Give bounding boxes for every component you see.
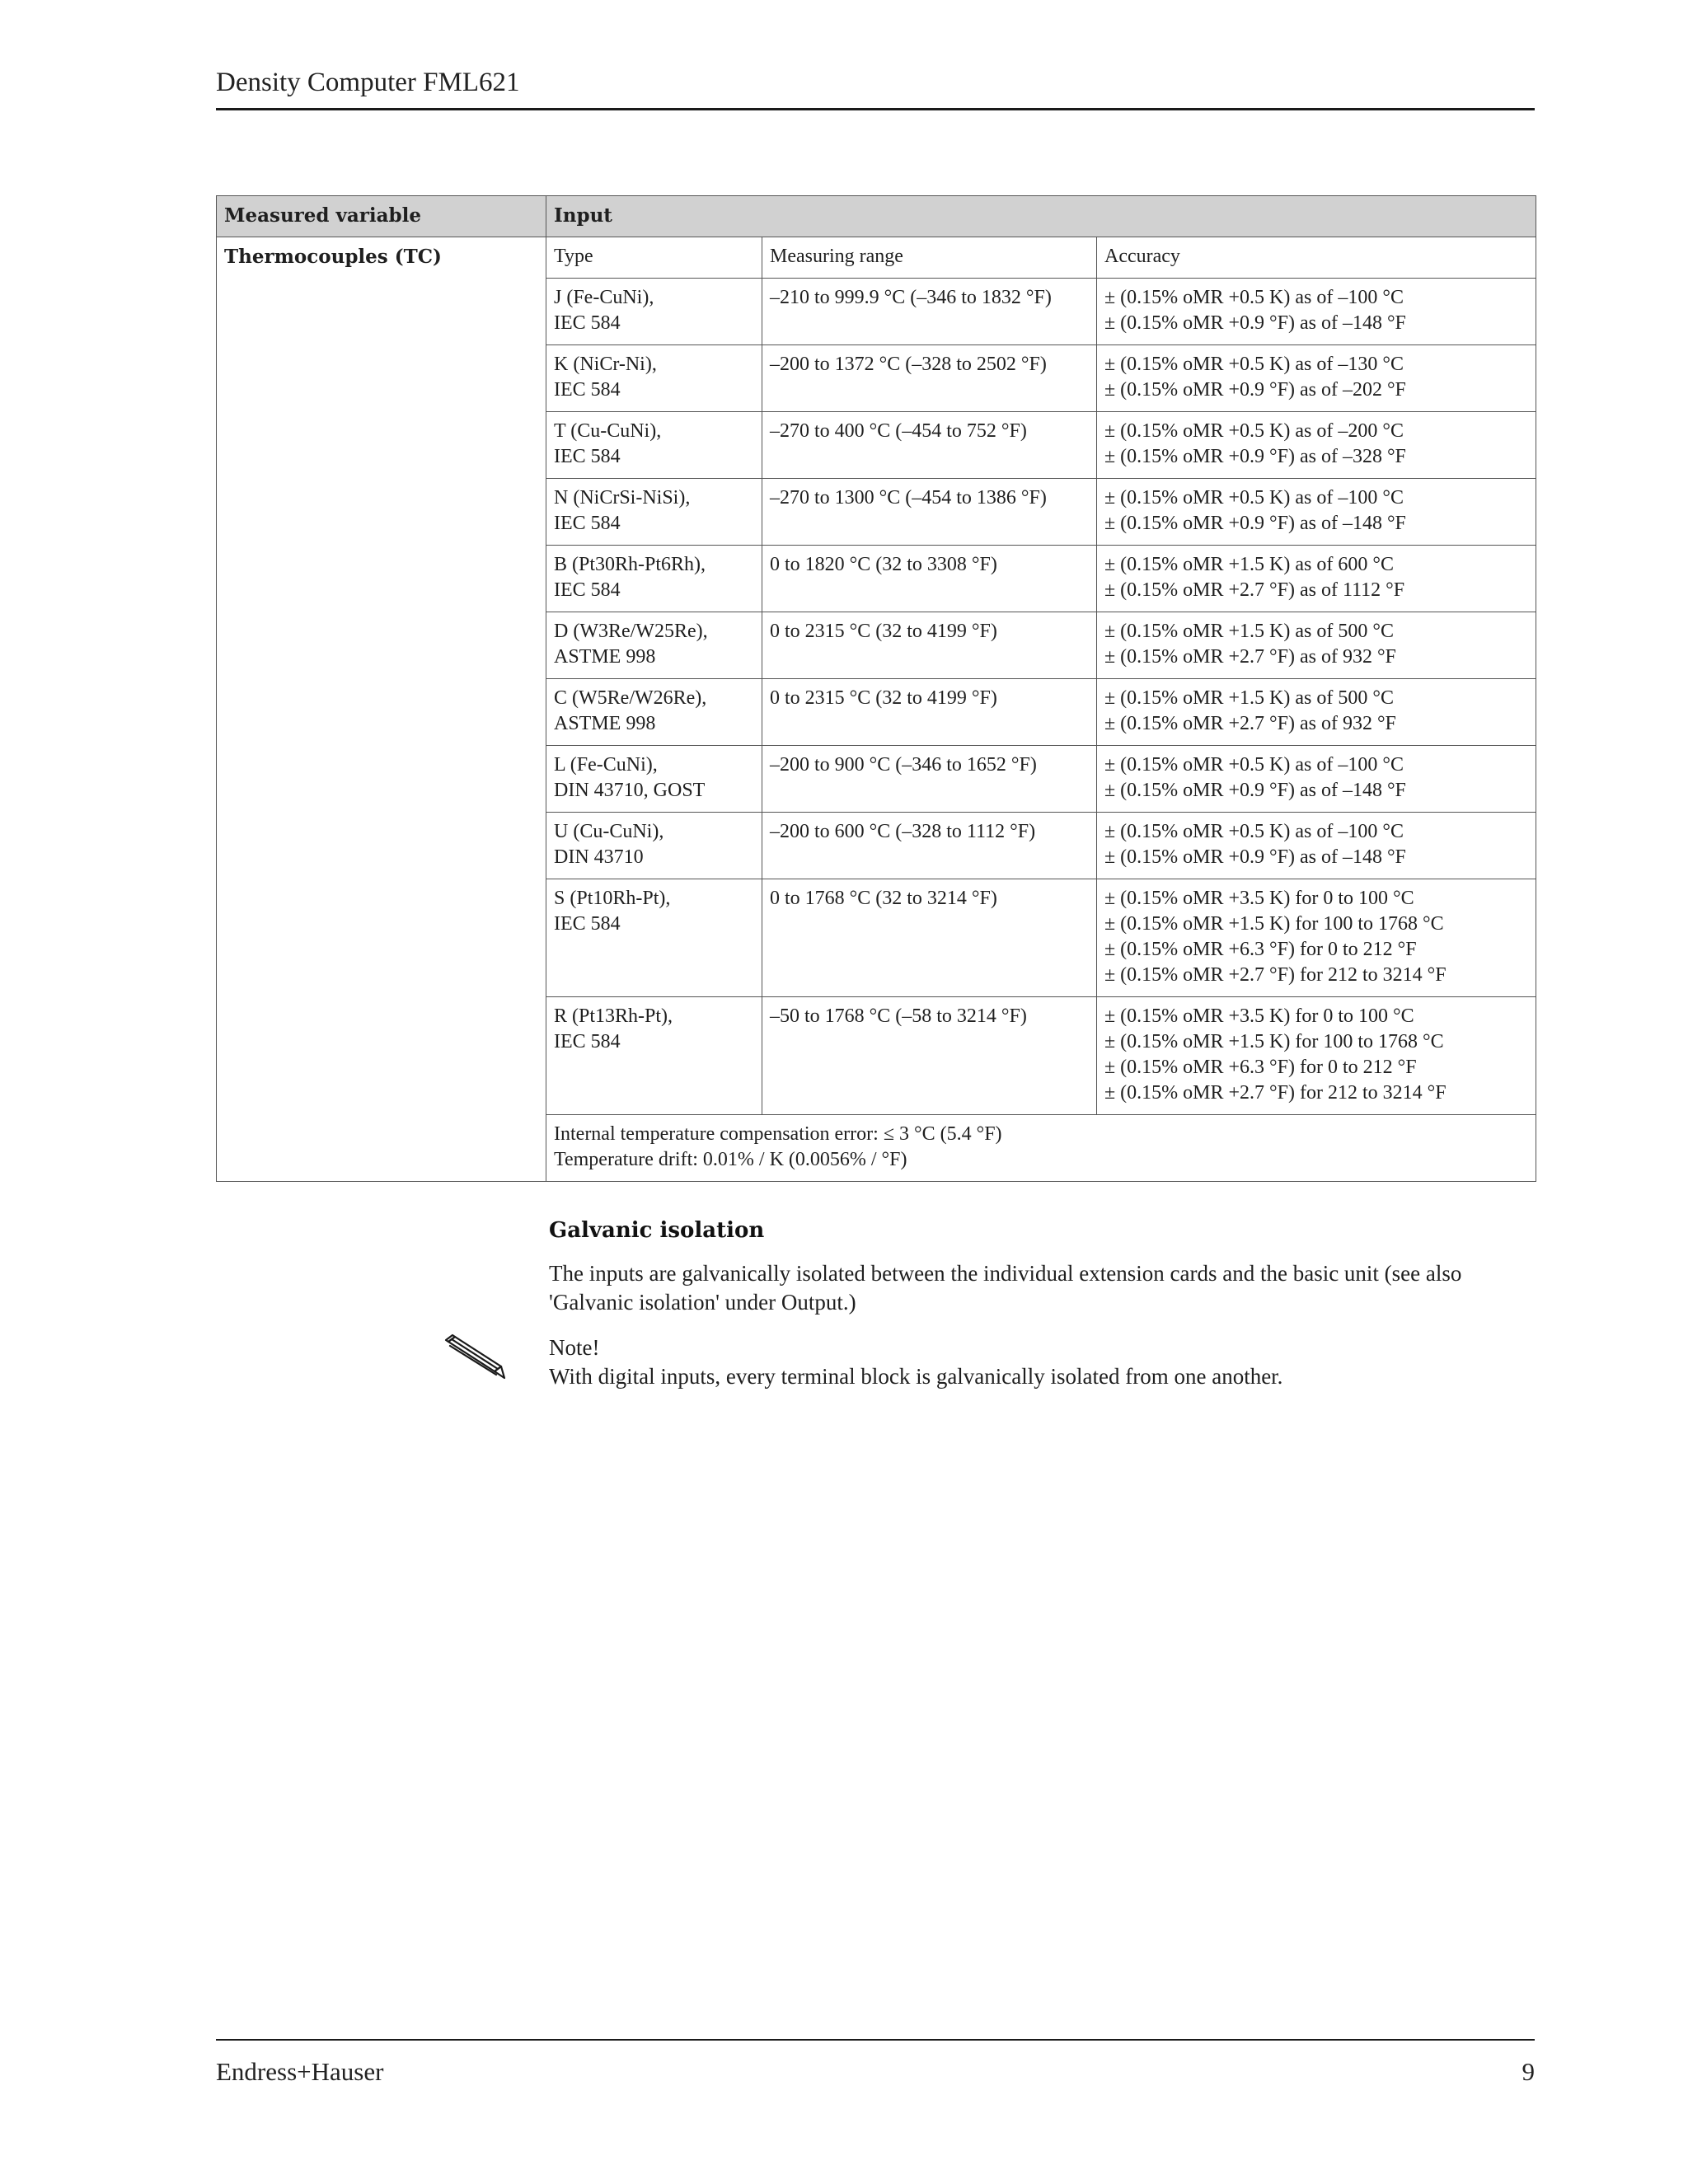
cell-type (546, 479, 762, 546)
cell-type (546, 746, 762, 813)
accuracy-line: ± (0.15% oMR +0.9 °F) as of –202 °F (1104, 379, 1406, 401)
pencil-icon (443, 1333, 506, 1383)
page-header (216, 64, 1535, 110)
cell-type (546, 997, 762, 1115)
galvanic-isolation-section (549, 1218, 1538, 1317)
accuracy-line: ± (0.15% oMR +0.5 K) as of –100 °C (1104, 287, 1404, 308)
accuracy-line: ± (0.15% oMR +0.9 °F) as of –148 °F (1104, 312, 1406, 334)
type-line: ASTME 998 (554, 646, 656, 668)
accuracy-line: ± (0.15% oMR +0.5 K) as of –130 °C (1104, 354, 1404, 375)
accuracy-line: ± (0.15% oMR +6.3 °F) for 0 to 212 °F (1104, 939, 1417, 960)
document-title: Density Computer FML621 (216, 68, 520, 97)
accuracy-line: ± (0.15% oMR +1.5 K) for 100 to 1768 °C (1104, 913, 1444, 935)
table-header-row (217, 196, 1536, 237)
type-line: IEC 584 (554, 579, 621, 601)
type-line: K (NiCr-Ni), (554, 354, 657, 375)
type-line: IEC 584 (554, 446, 621, 467)
accuracy-line: ± (0.15% oMR +0.5 K) as of –100 °C (1104, 821, 1404, 842)
column-header-input: Input (546, 196, 1536, 237)
accuracy-line: ± (0.15% oMR +2.7 °F) as of 1112 °F (1104, 579, 1405, 601)
type-line: C (W5Re/W26Re), (554, 687, 707, 709)
footer-note-line: Internal temperature compensation error: ≤ 3 °C (5.4 °F) (554, 1123, 1002, 1145)
cell-range: 0 to 2315 °C (32 to 4199 °F) (762, 679, 1097, 746)
cell-accuracy (1097, 612, 1536, 679)
cell-range: –200 to 600 °C (–328 to 1112 °F) (762, 813, 1097, 879)
accuracy-line: ± (0.15% oMR +0.5 K) as of –100 °C (1104, 754, 1404, 776)
thermocouple-spec-table (216, 195, 1536, 1182)
cell-range: –50 to 1768 °C (–58 to 3214 °F) (762, 997, 1097, 1115)
accuracy-line: ± (0.15% oMR +2.7 °F) as of 932 °F (1104, 646, 1396, 668)
accuracy-line: ± (0.15% oMR +2.7 °F) as of 932 °F (1104, 713, 1396, 734)
accuracy-line: ± (0.15% oMR +0.9 °F) as of –148 °F (1104, 513, 1406, 534)
type-line: J (Fe-CuNi), (554, 287, 654, 308)
section-body: The inputs are galvanically isolated between the individual extension cards and the basic unit (see also 'Galvanic isolation' under Output.) (549, 1261, 1462, 1315)
cell-accuracy (1097, 813, 1536, 879)
cell-accuracy (1097, 679, 1536, 746)
cell-type (546, 612, 762, 679)
type-line: ASTME 998 (554, 713, 656, 734)
accuracy-line: ± (0.15% oMR +2.7 °F) for 212 to 3214 °F (1104, 1082, 1447, 1104)
accuracy-line: ± (0.15% oMR +1.5 K) as of 500 °C (1104, 621, 1394, 642)
note-title: Note! (549, 1335, 600, 1360)
cell-range: 0 to 1768 °C (32 to 3214 °F) (762, 879, 1097, 997)
cell-type (546, 546, 762, 612)
accuracy-line: ± (0.15% oMR +0.5 K) as of –100 °C (1104, 487, 1404, 509)
type-line: B (Pt30Rh-Pt6Rh), (554, 554, 706, 575)
section-heading: Galvanic isolation (549, 1218, 765, 1243)
page-number: 9 (1522, 2057, 1535, 2086)
cell-range: –200 to 900 °C (–346 to 1652 °F) (762, 746, 1097, 813)
accuracy-line: ± (0.15% oMR +0.9 °F) as of –148 °F (1104, 846, 1406, 868)
accuracy-line: ± (0.15% oMR +3.5 K) for 0 to 100 °C (1104, 1005, 1414, 1027)
cell-range: –270 to 1300 °C (–454 to 1386 °F) (762, 479, 1097, 546)
type-line: R (Pt13Rh-Pt), (554, 1005, 673, 1027)
type-line: D (W3Re/W25Re), (554, 621, 708, 642)
type-line: T (Cu-CuNi), (554, 420, 662, 442)
type-line: IEC 584 (554, 379, 621, 401)
type-line: DIN 43710 (554, 846, 644, 868)
subheader-type: Type (546, 237, 762, 279)
accuracy-line: ± (0.15% oMR +0.9 °F) as of –148 °F (1104, 780, 1406, 801)
accuracy-line: ± (0.15% oMR +0.9 °F) as of –328 °F (1104, 446, 1406, 467)
note-text: With digital inputs, every terminal block is galvanically isolated from one another. (549, 1364, 1283, 1389)
cell-range: –210 to 999.9 °C (–346 to 1832 °F) (762, 279, 1097, 345)
cell-accuracy (1097, 279, 1536, 345)
cell-accuracy (1097, 479, 1536, 546)
cell-type (546, 813, 762, 879)
type-line: S (Pt10Rh-Pt), (554, 888, 671, 909)
subheader-accuracy: Accuracy (1097, 237, 1536, 279)
subheader-row (217, 237, 1536, 279)
cell-compensation-notes (546, 1115, 1536, 1182)
type-line: IEC 584 (554, 1031, 621, 1052)
cell-type (546, 345, 762, 412)
type-line: U (Cu-CuNi), (554, 821, 664, 842)
accuracy-line: ± (0.15% oMR +2.7 °F) for 212 to 3214 °F (1104, 964, 1447, 986)
subheader-range: Measuring range (762, 237, 1097, 279)
cell-type (546, 279, 762, 345)
cell-accuracy (1097, 345, 1536, 412)
note-block (549, 1333, 1538, 1391)
footer-note-line: Temperature drift: 0.01% / K (0.0056% / °F) (554, 1149, 907, 1170)
cell-range: 0 to 1820 °C (32 to 3308 °F) (762, 546, 1097, 612)
cell-range: 0 to 2315 °C (32 to 4199 °F) (762, 612, 1097, 679)
accuracy-line: ± (0.15% oMR +6.3 °F) for 0 to 212 °F (1104, 1057, 1417, 1078)
type-line: DIN 43710, GOST (554, 780, 706, 801)
footer-brand: Endress+Hauser (216, 2057, 384, 2086)
accuracy-line: ± (0.15% oMR +1.5 K) for 100 to 1768 °C (1104, 1031, 1444, 1052)
accuracy-line: ± (0.15% oMR +3.5 K) for 0 to 100 °C (1104, 888, 1414, 909)
cell-range: –200 to 1372 °C (–328 to 2502 °F) (762, 345, 1097, 412)
accuracy-line: ± (0.15% oMR +1.5 K) as of 500 °C (1104, 687, 1394, 709)
cell-range: –270 to 400 °C (–454 to 752 °F) (762, 412, 1097, 479)
column-header-measured-variable: Measured variable (217, 196, 546, 237)
cell-accuracy (1097, 412, 1536, 479)
accuracy-line: ± (0.15% oMR +0.5 K) as of –200 °C (1104, 420, 1404, 442)
cell-type (546, 879, 762, 997)
group-label-thermocouples: Thermocouples (TC) (217, 237, 546, 1182)
cell-accuracy (1097, 746, 1536, 813)
type-line: IEC 584 (554, 312, 621, 334)
cell-type (546, 412, 762, 479)
accuracy-line: ± (0.15% oMR +1.5 K) as of 600 °C (1104, 554, 1394, 575)
type-line: N (NiCrSi-NiSi), (554, 487, 691, 509)
cell-type (546, 679, 762, 746)
cell-accuracy (1097, 997, 1536, 1115)
type-line: IEC 584 (554, 913, 621, 935)
type-line: L (Fe-CuNi), (554, 754, 658, 776)
cell-accuracy (1097, 879, 1536, 997)
cell-accuracy (1097, 546, 1536, 612)
page-footer (216, 2039, 1535, 2105)
type-line: IEC 584 (554, 513, 621, 534)
